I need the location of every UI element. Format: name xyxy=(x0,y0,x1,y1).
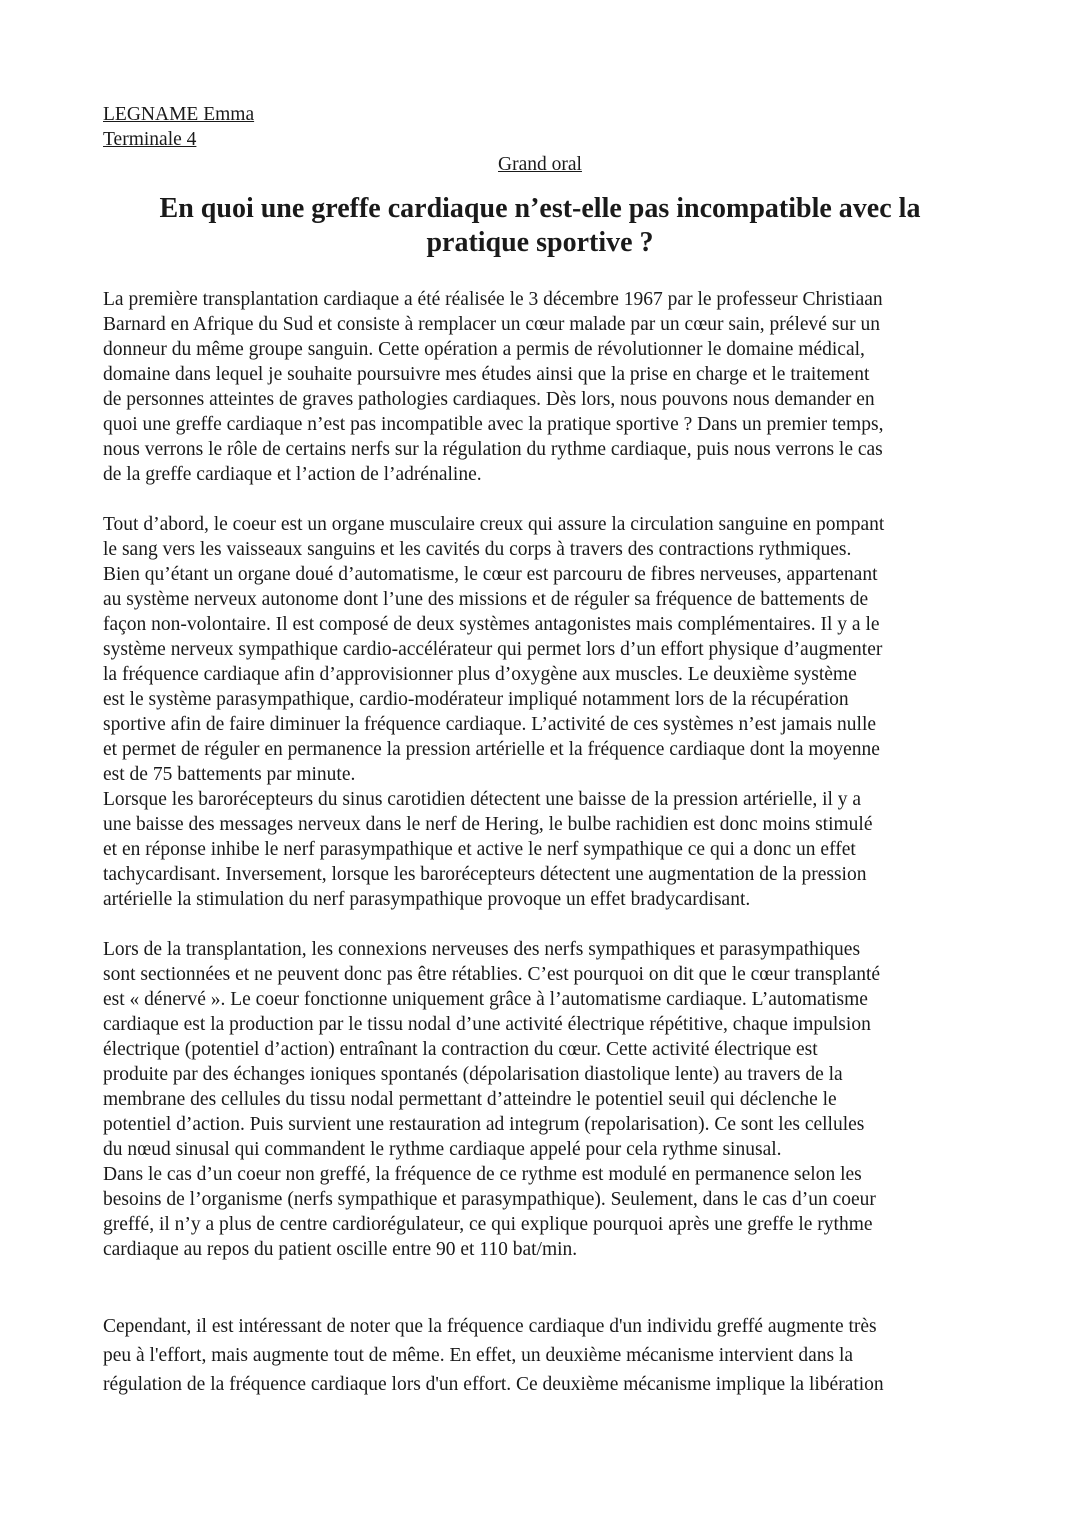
text-line: domaine dans lequel je souhaite poursuivre mes études ainsi que la prise en charge et le traitement xyxy=(103,364,870,385)
text-line: Lors de la transplantation, les connexions nerveuses des nerfs sympathiques et parasympathiques xyxy=(103,939,861,960)
paragraph-heart-nerves xyxy=(103,512,983,787)
text-line: quoi une greffe cardiaque n’est pas incompatible avec la pratique sportive ? Dans un premier temps, xyxy=(103,414,884,435)
text-line: sont sectionnées et ne peuvent donc pas être rétablies. C’est pourquoi on dit que le cœur transplanté xyxy=(103,964,881,985)
text-line: est de 75 battements par minute. xyxy=(103,764,356,785)
text-line: tachycardisant. Inversement, lorsque les barorécepteurs détectent une augmentation de la pression xyxy=(103,864,867,885)
paragraph-introduction xyxy=(103,287,983,487)
student-name: LEGNAME Emma xyxy=(103,104,255,125)
text-line: système nerveux sympathique cardio-accélérateur qui permet lors d’un effort physique d’augmenter xyxy=(103,639,883,660)
text-line: produite par des échanges ioniques spontanés (dépolarisation diastolique lente) au travers de la xyxy=(103,1064,843,1085)
text-line: électrique (potentiel d’action) entraînant la contraction du cœur. Cette activité électrique est xyxy=(103,1039,818,1060)
text-line: régulation de la fréquence cardiaque lors d'un effort. Ce deuxième mécanisme implique la libération xyxy=(103,1374,884,1395)
text-line: potentiel d’action. Puis survient une restauration ad integrum (repolarisation). Ce sont les cellules xyxy=(103,1114,865,1135)
document-title xyxy=(103,192,977,260)
paragraph-grafted-heart-rate xyxy=(103,1162,983,1262)
text-line: au système nerveux autonome dont l’une des missions et de réguler sa fréquence de battements de xyxy=(103,589,869,610)
text-line: cardiaque au repos du patient oscille entre 90 et 110 bat/min. xyxy=(103,1239,578,1260)
text-line: Lorsque les barorécepteurs du sinus carotidien détectent une baisse de la pression artérielle, il y a xyxy=(103,789,862,810)
title-line-1: En quoi une greffe cardiaque n’est-elle pas incompatible avec la xyxy=(159,193,921,224)
text-line: du nœud sinusal qui commandent le rythme cardiaque appelé pour cela rythme sinusal. xyxy=(103,1139,782,1160)
text-line: La première transplantation cardiaque a été réalisée le 3 décembre 1967 par le professeur Christiaan xyxy=(103,289,883,310)
text-line: le sang vers les vaisseaux sanguins et les cavités du corps à travers des contractions rythmiques. xyxy=(103,539,852,560)
text-line: de la greffe cardiaque et l’action de l’adrénaline. xyxy=(103,464,482,485)
text-line: est le système parasympathique, cardio-modérateur impliqué notamment lors de la récupération xyxy=(103,689,849,710)
text-line: donneur du même groupe sanguin. Cette opération a permis de révolutionner le domaine médical, xyxy=(103,339,865,360)
text-line: besoins de l’organisme (nerfs sympathique et parasympathique). Seulement, dans le cas d’un coeur xyxy=(103,1189,876,1210)
text-line: une baisse des messages nerveux dans le nerf de Hering, le bulbe rachidien est donc moins stimulé xyxy=(103,814,873,835)
text-line: peu à l'effort, mais augmente tout de même. En effet, un deuxième mécanisme intervient dans la xyxy=(103,1345,854,1366)
paragraph-baroreceptors xyxy=(103,787,983,912)
text-line: Barnard en Afrique du Sud et consiste à remplacer un cœur malade par un cœur sain, prélevé sur un xyxy=(103,314,881,335)
paragraph-transplantation xyxy=(103,937,983,1162)
text-line: est « dénervé ». Le coeur fonctionne uniquement grâce à l’automatisme cardiaque. L’automatisme xyxy=(103,989,868,1010)
text-line: sportive afin de faire diminuer la fréquence cardiaque. L’activité de ces systèmes n’est jamais nulle xyxy=(103,714,877,735)
text-line: greffé, il n’y a plus de centre cardiorégulateur, ce qui explique pourquoi après une greffe le rythme xyxy=(103,1214,873,1235)
title-line-2: pratique sportive ? xyxy=(426,227,654,258)
text-line: Dans le cas d’un coeur non greffé, la fréquence de ce rythme est modulé en permanence selon les xyxy=(103,1164,862,1185)
paragraph-adrenaline xyxy=(103,1312,983,1399)
text-line: la fréquence cardiaque afin d’approvisionner plus d’oxygène aux muscles. Le deuxième système xyxy=(103,664,857,685)
class-name: Terminale 4 xyxy=(103,129,197,150)
text-line: cardiaque est la production par le tissu nodal d’une activité électrique répétitive, chaque impulsion xyxy=(103,1014,871,1035)
document-page xyxy=(103,102,983,1399)
text-line: et en réponse inhibe le nerf parasympathique et active le nerf sympathique ce qui a donc un effet xyxy=(103,839,856,860)
subject-heading: Grand oral xyxy=(498,154,582,175)
text-line: artérielle la stimulation du nerf parasympathique provoque un effet bradycardisant. xyxy=(103,889,751,910)
text-line: façon non-volontaire. Il est composé de deux systèmes antagonistes mais complémentaires. Il y a le xyxy=(103,614,880,635)
text-line: Bien qu’étant un organe doué d’automatisme, le cœur est parcouru de fibres nerveuses, appartenant xyxy=(103,564,878,585)
text-line: Cependant, il est intéressant de noter que la fréquence cardiaque d'un individu greffé augmente très xyxy=(103,1316,877,1337)
text-line: nous verrons le rôle de certains nerfs sur la régulation du rythme cardiaque, puis nous verrons le cas xyxy=(103,439,883,460)
text-line: membrane des cellules du tissu nodal permettant d’atteindre le potentiel seuil qui déclenche le xyxy=(103,1089,837,1110)
text-line: Tout d’abord, le coeur est un organe musculaire creux qui assure la circulation sanguine en pompant xyxy=(103,514,885,535)
text-line: de personnes atteintes de graves pathologies cardiaques. Dès lors, nous pouvons nous demander en xyxy=(103,389,875,410)
text-line: et permet de réguler en permanence la pression artérielle et la fréquence cardiaque dont la moyenne xyxy=(103,739,880,760)
